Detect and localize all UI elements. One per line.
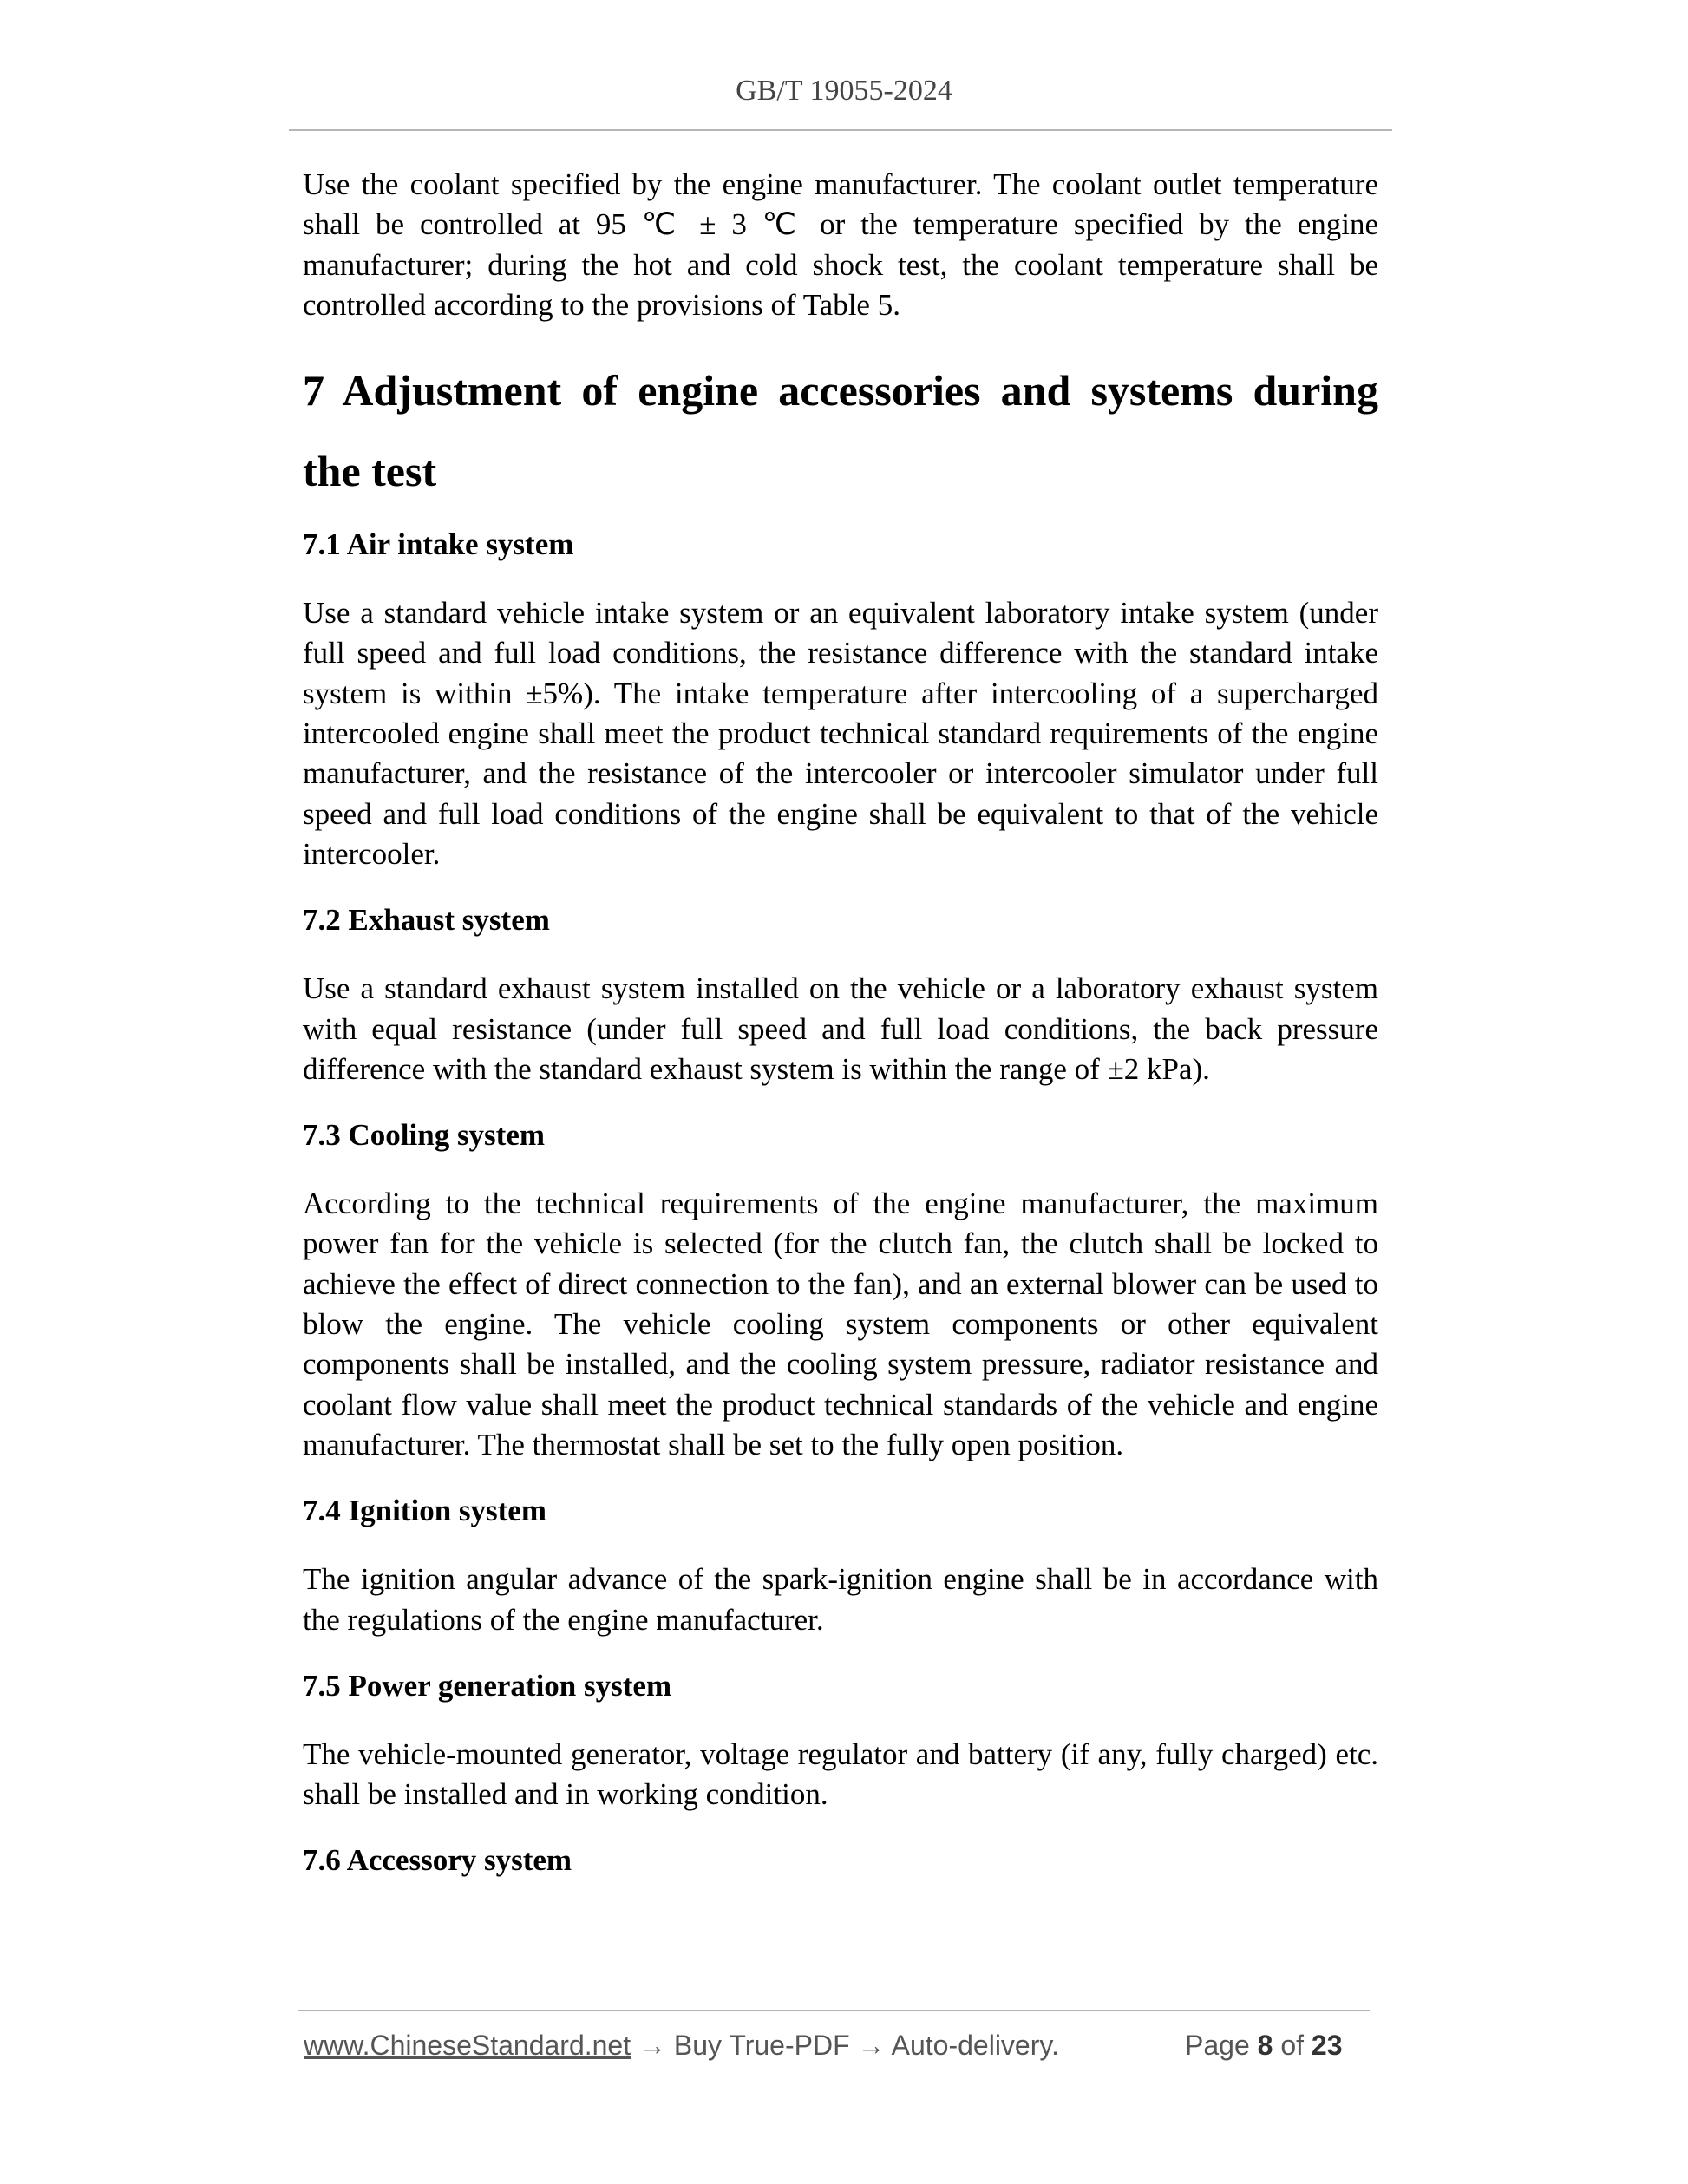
page-header-title: GB/T 19055-2024 — [736, 75, 952, 107]
page-total: 23 — [1311, 2030, 1343, 2061]
section-7-6-heading: 7.6 Accessory system — [303, 1843, 572, 1878]
section-7-5-heading: 7.5 Power generation system — [303, 1668, 672, 1703]
intro-paragraph: Use the coolant specified by the engine manufacturer. The coolant outlet temperature shall be controlled at 95 ℃ ± 3 ℃ or the temperature specified by the engine manufacturer; during the hot and cold shock test, the coolant temperature shall be controlled according to the provisions of Table 5. — [303, 167, 1378, 322]
auto-delivery-text: Auto-delivery. — [891, 2030, 1059, 2061]
arrow-right-icon: → — [857, 2030, 886, 2061]
chinesestandard-link[interactable]: www.ChineseStandard.net — [304, 2030, 631, 2061]
section-7-2-paragraph: Use a standard exhaust system installed on the vehicle or a laboratory exhaust system with equal resistance (under full speed and full load conditions, the back pressure difference with the standard exhaust system is within the range of ±2 kPa). — [303, 971, 1378, 1086]
page-indicator — [1185, 2030, 1342, 2064]
section-7-5-paragraph: The vehicle-mounted generator, voltage regulator and battery (if any, fully charged) etc. shall be installed and in working condition. — [303, 1736, 1378, 1812]
section-7-1-paragraph: Use a standard vehicle intake system or an equivalent laboratory intake system (under full speed and full load conditions, the resistance difference with the standard intake system is within ±5%). The intake temperature after intercooling of a supercharged intercooled engine shall meet the product technical standard requirements of the engine manufacturer, and the resistance of the intercooler or intercooler simulator under full speed and full load conditions of the engine shall be equivalent to that of the vehicle intercooler. — [303, 596, 1378, 871]
section-7-1-heading: 7.1 Air intake system — [303, 527, 574, 562]
footer-divider — [298, 2010, 1370, 2011]
header-divider — [289, 129, 1392, 131]
page-number: 8 — [1257, 2030, 1273, 2061]
page-body — [303, 165, 1378, 1880]
section-7-heading: 7 Adjustment of engine accessories and systems during the test — [303, 366, 1378, 496]
section-7-2-heading: 7.2 Exhaust system — [303, 903, 550, 938]
section-7-3-paragraph: According to the technical requirements of the engine manufacturer, the maximum power fan for the vehicle is selected (for the clutch fan, the clutch shall be locked to achieve the effect of direct connection to the fan), and an external blower can be used to blow the engine. The vehicle cooling system components or other equivalent components shall be installed, and the cooling system pressure, radiator resistance and coolant flow value shall meet the product technical standards of the vehicle and engine manufacturer. The thermostat shall be set to the fully open position. — [303, 1187, 1378, 1461]
of-label: of — [1280, 2030, 1304, 2061]
buy-true-pdf-text: Buy True-PDF — [673, 2030, 850, 2061]
section-7-4-paragraph: The ignition angular advance of the spark-ignition engine shall be in accordance with the regulations of the engine manufacturer. — [303, 1562, 1378, 1637]
arrow-right-icon: → — [638, 2030, 666, 2061]
section-7-3-heading: 7.3 Cooling system — [303, 1118, 546, 1153]
page-label: Page — [1185, 2030, 1250, 2061]
section-7-4-heading: 7.4 Ignition system — [303, 1494, 546, 1528]
footer-promo — [304, 2030, 1059, 2064]
